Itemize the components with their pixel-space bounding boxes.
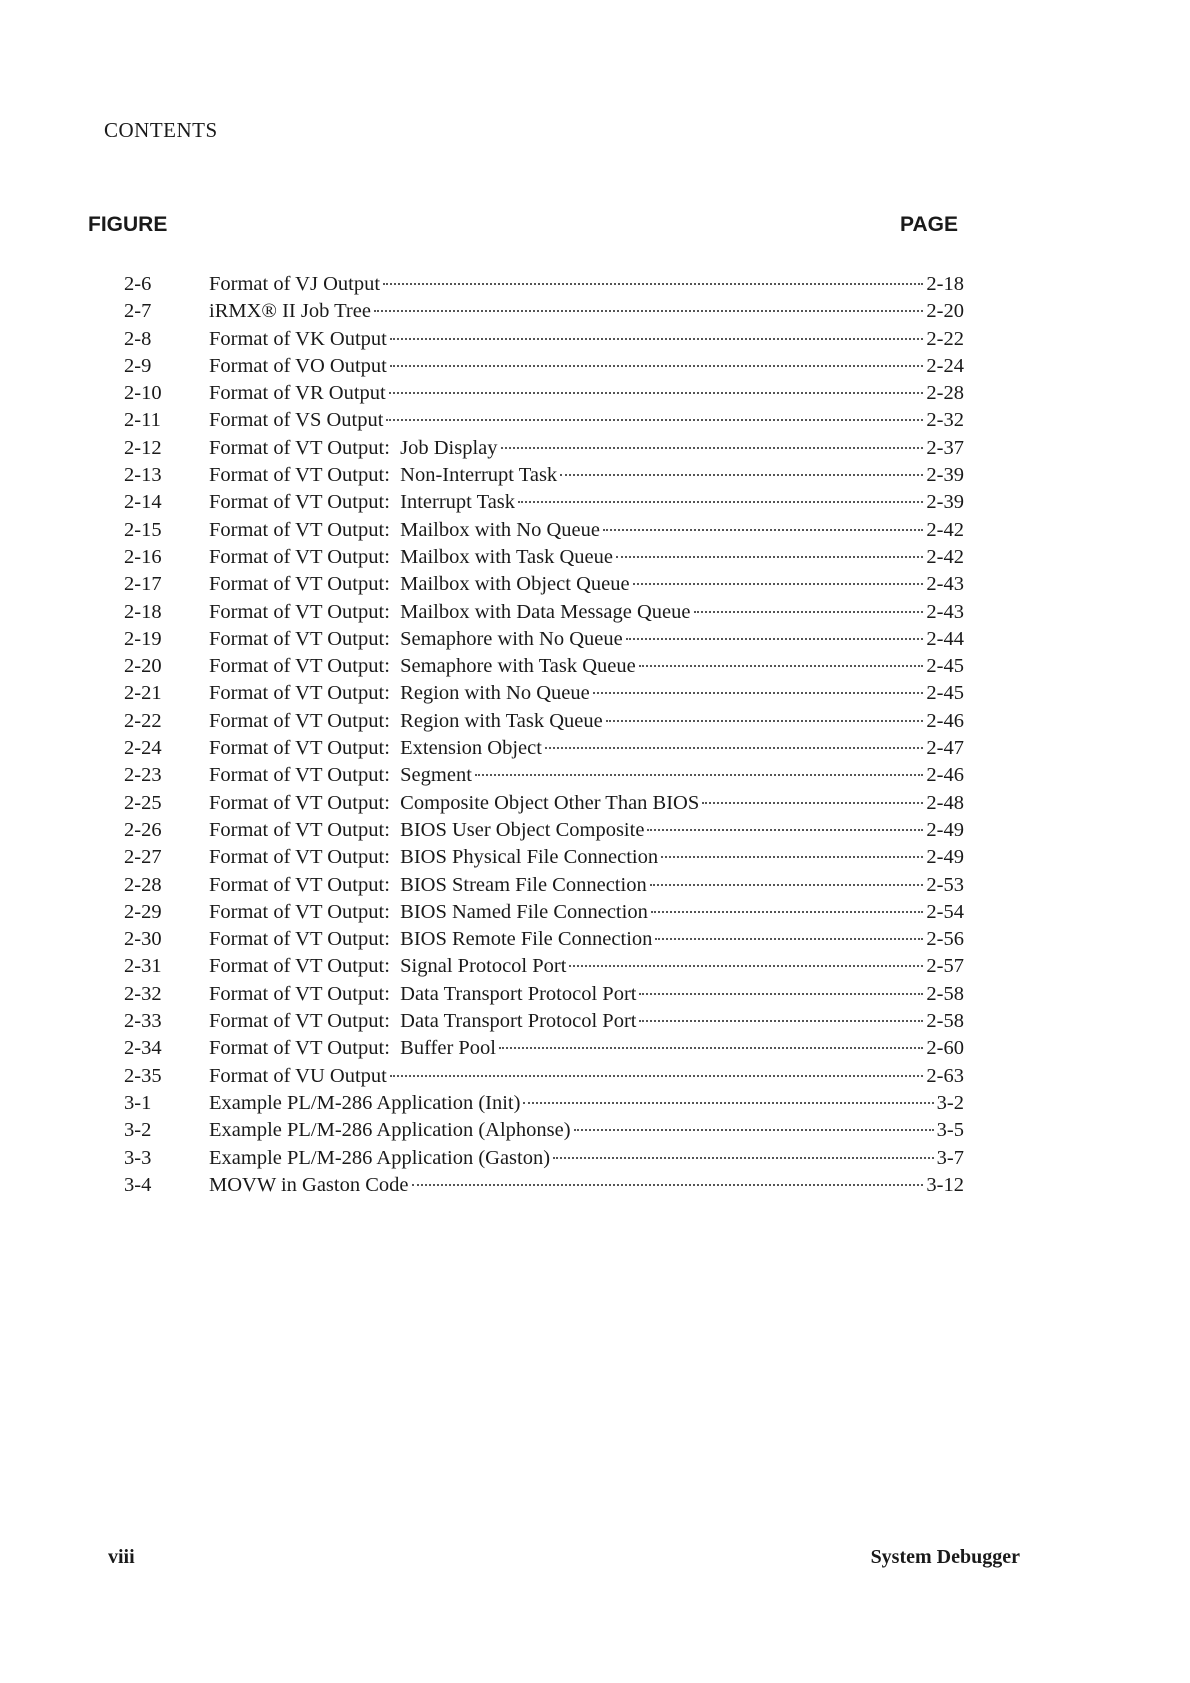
dot-leader bbox=[647, 829, 923, 831]
toc-row bbox=[124, 1117, 964, 1144]
toc-row bbox=[124, 844, 964, 871]
dot-leader bbox=[390, 1075, 924, 1077]
page-reference: 3-12 bbox=[926, 1173, 964, 1196]
dot-leader bbox=[603, 529, 923, 531]
figure-number: 2-19 bbox=[124, 627, 162, 650]
dot-leader bbox=[390, 365, 924, 367]
toc-row bbox=[124, 762, 964, 789]
figure-title: Example PL/M-286 Application (Alphonse) bbox=[209, 1119, 571, 1142]
figure-number: 2-26 bbox=[124, 818, 162, 841]
dot-leader bbox=[523, 1102, 933, 1104]
figure-title: Format of VT Output: Composite Object Other Than BIOS bbox=[209, 791, 700, 814]
figure-title: Format of VT Output: BIOS Named File Connection bbox=[209, 900, 648, 923]
figure-number: 2-33 bbox=[124, 1010, 162, 1033]
figure-title: Format of VT Output: Signal Protocol Port bbox=[209, 955, 567, 978]
figure-title: Format of VU Output bbox=[209, 1064, 387, 1087]
figure-number: 2-9 bbox=[124, 354, 152, 377]
figure-number: 2-10 bbox=[124, 382, 162, 405]
toc-row bbox=[124, 407, 964, 434]
figure-number: 2-7 bbox=[124, 300, 152, 323]
figure-title: Format of VT Output: Buffer Pool bbox=[209, 1037, 496, 1060]
page-reference: 2-20 bbox=[926, 300, 964, 323]
page-reference: 2-56 bbox=[926, 928, 964, 951]
page-reference: 2-60 bbox=[926, 1037, 964, 1060]
figure-title: Format of VT Output: BIOS Physical File Connection bbox=[209, 846, 659, 869]
figure-title: Format of VT Output: Semaphore with Task Queue bbox=[209, 655, 636, 678]
page-reference: 2-46 bbox=[926, 709, 964, 732]
figure-number: 2-21 bbox=[124, 682, 162, 705]
page-reference: 2-24 bbox=[926, 354, 964, 377]
page-reference: 2-42 bbox=[926, 545, 964, 568]
page-reference: 2-58 bbox=[926, 982, 964, 1005]
figure-title: Format of VT Output: BIOS User Object Composite bbox=[209, 818, 645, 841]
figure-title: Example PL/M-286 Application (Gaston) bbox=[209, 1146, 551, 1169]
figure-title: Format of VT Output: Job Display bbox=[209, 436, 498, 459]
figure-title: Format of VT Output: Data Transport Protocol Port bbox=[209, 982, 637, 1005]
dot-leader bbox=[655, 938, 923, 940]
dot-leader bbox=[501, 447, 924, 449]
figure-title: Format of VT Output: Mailbox with Object Queue bbox=[209, 573, 630, 596]
dot-leader bbox=[633, 583, 924, 585]
figure-number: 2-6 bbox=[124, 273, 152, 295]
page-reference: 2-48 bbox=[926, 791, 964, 814]
figure-number: 2-30 bbox=[124, 928, 162, 951]
page-reference: 2-49 bbox=[926, 846, 964, 869]
figure-number: 2-20 bbox=[124, 655, 162, 678]
figure-title: Format of VT Output: Non-Interrupt Task bbox=[209, 464, 558, 487]
figure-title: Format of VR Output bbox=[209, 382, 386, 405]
toc-row bbox=[124, 462, 964, 489]
figure-title: Format of VO Output bbox=[209, 354, 387, 377]
page-reference: 2-37 bbox=[926, 436, 964, 459]
figure-number: 2-16 bbox=[124, 545, 162, 568]
figure-title: Format of VK Output bbox=[209, 327, 387, 350]
dot-leader bbox=[639, 665, 924, 667]
figure-number: 2-22 bbox=[124, 709, 162, 732]
toc-row bbox=[124, 981, 964, 1008]
figure-title: Format of VT Output: BIOS Remote File Connection bbox=[209, 928, 653, 951]
toc-row bbox=[124, 271, 964, 298]
toc-row bbox=[124, 1172, 964, 1199]
figure-number: 3-4 bbox=[124, 1173, 152, 1196]
dot-leader bbox=[499, 1047, 923, 1049]
page-reference: 3-5 bbox=[936, 1119, 964, 1142]
page-reference: 2-63 bbox=[926, 1064, 964, 1087]
toc-row bbox=[124, 899, 964, 926]
figure-number: 2-11 bbox=[124, 409, 161, 432]
toc-row bbox=[124, 298, 964, 325]
toc-row bbox=[124, 953, 964, 980]
figure-title: Example PL/M-286 Application (Init) bbox=[209, 1091, 521, 1114]
figure-number: 2-15 bbox=[124, 518, 162, 541]
dot-leader bbox=[702, 802, 923, 804]
figure-title: Format of VT Output: Mailbox with Data Message Queue bbox=[209, 600, 691, 623]
toc-row bbox=[124, 1145, 964, 1172]
toc-row bbox=[124, 599, 964, 626]
toc-row bbox=[124, 626, 964, 653]
dot-leader bbox=[639, 993, 923, 995]
toc-row bbox=[124, 817, 964, 844]
figure-number: 2-23 bbox=[124, 764, 162, 787]
figure-number: 2-32 bbox=[124, 982, 162, 1005]
dot-leader bbox=[569, 965, 923, 967]
toc-row bbox=[124, 571, 964, 598]
page-reference: 2-28 bbox=[926, 382, 964, 405]
figure-number: 2-18 bbox=[124, 600, 162, 623]
figure-number: 3-2 bbox=[124, 1119, 152, 1142]
dot-leader bbox=[651, 911, 924, 913]
dot-leader bbox=[560, 474, 923, 476]
dot-leader bbox=[553, 1157, 934, 1159]
toc-row bbox=[124, 653, 964, 680]
toc-row bbox=[124, 1035, 964, 1062]
figure-title: MOVW in Gaston Code bbox=[209, 1173, 409, 1196]
figure-title: Format of VT Output: Mailbox with Task Queue bbox=[209, 545, 613, 568]
figure-title: Format of VS Output bbox=[209, 409, 384, 432]
page-reference: 2-32 bbox=[926, 409, 964, 432]
toc-row bbox=[124, 435, 964, 462]
dot-leader bbox=[574, 1129, 934, 1131]
page-reference: 2-49 bbox=[926, 818, 964, 841]
figure-number: 2-24 bbox=[124, 737, 162, 760]
figure-title: Format of VT Output: Segment bbox=[209, 764, 472, 787]
toc-row bbox=[124, 735, 964, 762]
dot-leader bbox=[593, 692, 924, 694]
dot-leader bbox=[606, 720, 924, 722]
figure-title: Format of VT Output: Region with Task Queue bbox=[209, 709, 603, 732]
page-reference: 2-53 bbox=[926, 873, 964, 896]
page-reference: 2-45 bbox=[926, 682, 964, 705]
toc-row bbox=[124, 708, 964, 735]
dot-leader bbox=[374, 310, 923, 312]
page-reference: 2-43 bbox=[926, 600, 964, 623]
running-head: CONTENTS bbox=[104, 118, 218, 142]
figure-number: 3-1 bbox=[124, 1091, 152, 1114]
footer-page-number: viii bbox=[108, 1546, 135, 1568]
figure-title: Format of VT Output: Extension Object bbox=[209, 737, 542, 760]
figure-number: 2-34 bbox=[124, 1037, 162, 1060]
dot-leader bbox=[390, 338, 924, 340]
toc-row bbox=[124, 326, 964, 353]
figure-list bbox=[124, 271, 964, 1199]
toc-row bbox=[124, 1090, 964, 1117]
figure-title: Format of VT Output: Data Transport Protocol Port bbox=[209, 1010, 637, 1033]
page-reference: 2-46 bbox=[926, 764, 964, 787]
toc-row bbox=[124, 872, 964, 899]
dot-leader bbox=[475, 774, 924, 776]
figure-number: 2-31 bbox=[124, 955, 162, 978]
page-reference: 3-7 bbox=[936, 1146, 964, 1169]
dot-leader bbox=[386, 419, 923, 421]
dot-leader bbox=[412, 1184, 924, 1186]
dot-leader bbox=[650, 884, 924, 886]
toc-row bbox=[124, 680, 964, 707]
page-column-label: PAGE bbox=[900, 213, 958, 236]
page-reference: 2-43 bbox=[926, 573, 964, 596]
figure-number: 2-29 bbox=[124, 900, 162, 923]
figure-number: 2-35 bbox=[124, 1064, 162, 1087]
dot-leader bbox=[661, 856, 923, 858]
page-reference: 2-39 bbox=[926, 464, 964, 487]
toc-row bbox=[124, 517, 964, 544]
footer-book-title: System Debugger bbox=[870, 1546, 1020, 1568]
page-reference: 2-57 bbox=[926, 955, 964, 978]
dot-leader bbox=[383, 283, 923, 285]
figure-title: Format of VT Output: Semaphore with No Queue bbox=[209, 627, 623, 650]
toc-row bbox=[124, 353, 964, 380]
dot-leader bbox=[616, 556, 923, 558]
page-reference: 2-54 bbox=[926, 900, 964, 923]
figure-number: 2-28 bbox=[124, 873, 162, 896]
figure-number: 2-14 bbox=[124, 491, 162, 514]
figure-title: Format of VT Output: Region with No Queue bbox=[209, 682, 590, 705]
figure-title: Format of VT Output: Interrupt Task bbox=[209, 491, 516, 514]
toc-row bbox=[124, 926, 964, 953]
page-reference: 2-39 bbox=[926, 491, 964, 514]
dot-leader bbox=[518, 501, 923, 503]
figure-title: Format of VJ Output bbox=[209, 273, 381, 295]
page-reference: 2-47 bbox=[926, 737, 964, 760]
toc-row bbox=[124, 544, 964, 571]
figure-number: 2-8 bbox=[124, 327, 152, 350]
toc-row bbox=[124, 489, 964, 516]
dot-leader bbox=[639, 1020, 923, 1022]
figure-title: iRMX® II Job Tree bbox=[209, 300, 371, 323]
figure-number: 3-3 bbox=[124, 1146, 152, 1169]
toc-row bbox=[124, 790, 964, 817]
figure-title: Format of VT Output: Mailbox with No Queue bbox=[209, 518, 600, 541]
page-reference: 3-2 bbox=[936, 1091, 964, 1114]
page-reference: 2-42 bbox=[926, 518, 964, 541]
page-reference: 2-44 bbox=[926, 627, 964, 650]
dot-leader bbox=[389, 392, 924, 394]
dot-leader bbox=[626, 638, 924, 640]
page-reference: 2-58 bbox=[926, 1010, 964, 1033]
page-reference: 2-18 bbox=[926, 273, 964, 295]
figure-number: 2-13 bbox=[124, 464, 162, 487]
figure-number: 2-27 bbox=[124, 846, 162, 869]
toc-row bbox=[124, 380, 964, 407]
toc-row bbox=[124, 1063, 964, 1090]
dot-leader bbox=[545, 747, 924, 749]
figure-number: 2-12 bbox=[124, 436, 162, 459]
page-reference: 2-45 bbox=[926, 655, 964, 678]
figure-title: Format of VT Output: BIOS Stream File Connection bbox=[209, 873, 647, 896]
figure-number: 2-17 bbox=[124, 573, 162, 596]
dot-leader bbox=[694, 611, 924, 613]
figure-column-label: FIGURE bbox=[88, 213, 168, 236]
figure-number: 2-25 bbox=[124, 791, 162, 814]
page-reference: 2-22 bbox=[926, 327, 964, 350]
toc-row bbox=[124, 1008, 964, 1035]
